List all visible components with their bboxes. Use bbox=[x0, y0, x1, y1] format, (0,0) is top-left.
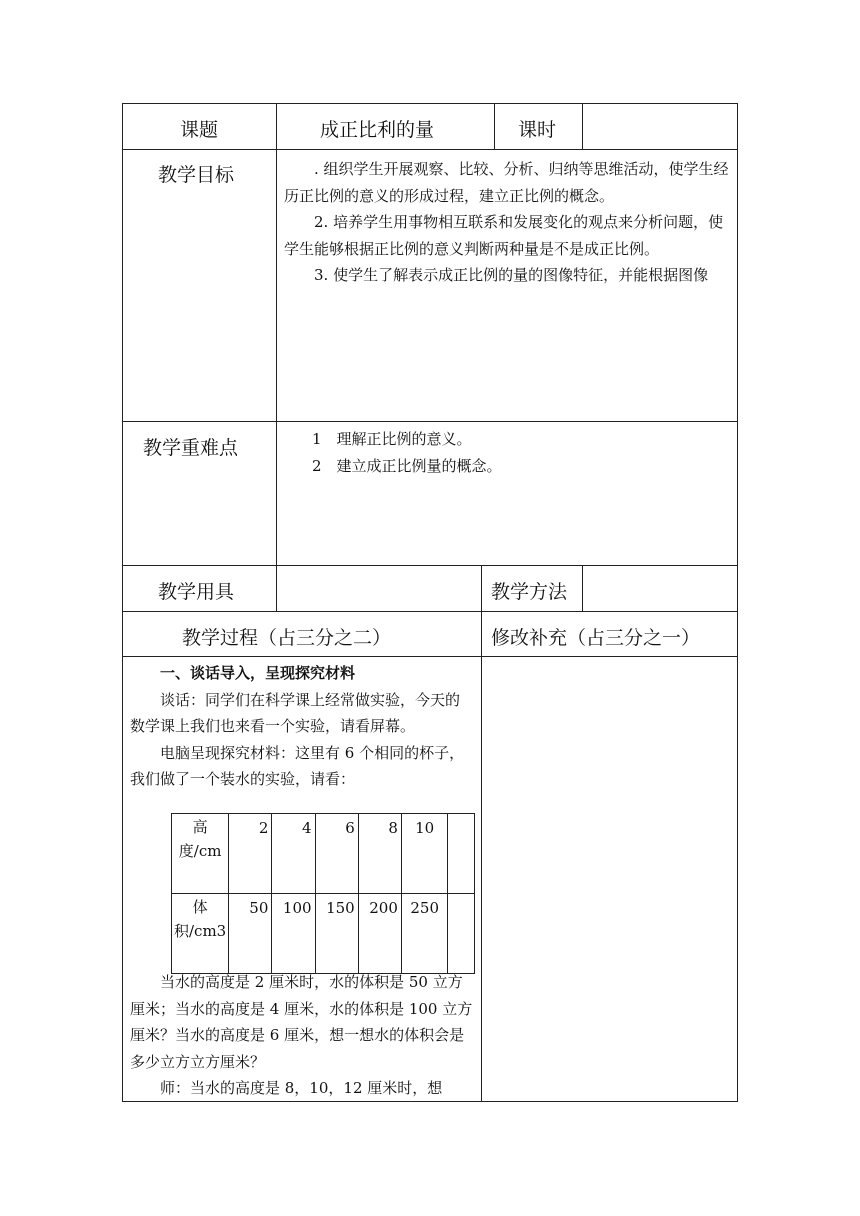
table-cell: 2 bbox=[229, 814, 272, 894]
column-divider bbox=[481, 565, 482, 1102]
process-paragraph-3: 当水的高度是 2 厘米时，水的体积是 50 立方厘米；当水的高度是 4 厘米，水的体积是 100 立方厘米？当水的高度是 6 厘米，想一想水的体积会是多少立方立方厘米？ bbox=[130, 973, 473, 1071]
table-cell-clipped bbox=[448, 814, 475, 894]
process-paragraph-2: 电脑呈现探究材料：这里有 6 个相同的杯子，我们做了一个装水的实验，请看： bbox=[130, 743, 465, 788]
table-cell: 4 bbox=[272, 814, 315, 894]
period-label: 课时 bbox=[518, 119, 557, 141]
experiment-table bbox=[171, 813, 475, 987]
key-points-label: 教学重难点 bbox=[143, 437, 239, 459]
row-divider bbox=[122, 656, 738, 657]
table-cell-clipped bbox=[448, 894, 475, 974]
goal-item-3: 3. 使学生了解表示成正比例的量的图像特征，并能根据图像 bbox=[314, 266, 709, 284]
table-cell: 8 bbox=[358, 814, 401, 894]
table-cell: 100 bbox=[272, 894, 315, 974]
process-body-bottom bbox=[130, 969, 473, 1102]
method-label: 教学方法 bbox=[491, 581, 568, 603]
column-divider bbox=[582, 565, 583, 611]
key-point-item-2: 2 建立成正比例量的概念。 bbox=[312, 456, 502, 475]
process-body-top bbox=[130, 660, 473, 793]
revision-header: 修改补充（占三分之一） bbox=[491, 627, 701, 649]
table-cell: 200 bbox=[358, 894, 401, 974]
column-divider bbox=[494, 103, 495, 149]
topic-label: 课题 bbox=[180, 119, 219, 141]
volume-row-label: 体积/cm3 bbox=[172, 894, 229, 974]
key-point-item-1: 1 理解正比例的意义。 bbox=[312, 430, 472, 448]
row-divider bbox=[122, 565, 738, 566]
table-cell: 150 bbox=[315, 894, 358, 974]
row-divider bbox=[122, 149, 738, 150]
goal-item-2: 2. 培养学生用事物相互联系和发展变化的观点来分析问题，使学生能够根据正比例的意义判断两种量是不是成正比例。 bbox=[284, 213, 724, 258]
column-divider bbox=[582, 103, 583, 149]
table-cell: 6 bbox=[315, 814, 358, 894]
tools-label: 教学用具 bbox=[158, 581, 235, 603]
goal-item-1: . 组织学生开展观察、比较、分析、归纳等思维活动，使学生经历正比例的意义的形成过程，建立正比例的概念。 bbox=[284, 160, 729, 205]
column-divider bbox=[276, 103, 277, 611]
table-cell: 10 bbox=[401, 814, 448, 894]
section-title: 一、谈话导入，呈现探究材料 bbox=[160, 664, 356, 682]
topic-value: 成正比利的量 bbox=[320, 119, 435, 141]
row-divider bbox=[122, 421, 738, 422]
table-cell: 250 bbox=[401, 894, 448, 974]
table-cell: 50 bbox=[229, 894, 272, 974]
key-points-content bbox=[312, 426, 722, 479]
height-row-label: 高度/cm bbox=[172, 814, 229, 894]
process-header: 教学过程（占三分之二） bbox=[182, 627, 392, 649]
process-paragraph-1: 谈话：同学们在科学课上经常做实验，今天的数学课上我们也来看一个实验，请看屏幕。 bbox=[130, 690, 461, 735]
goals-content bbox=[284, 156, 732, 289]
goals-label: 教学目标 bbox=[158, 164, 235, 186]
row-divider bbox=[122, 611, 738, 612]
process-paragraph-4: 师：当水的高度是 8，10，12 厘米时，想 bbox=[160, 1079, 443, 1097]
